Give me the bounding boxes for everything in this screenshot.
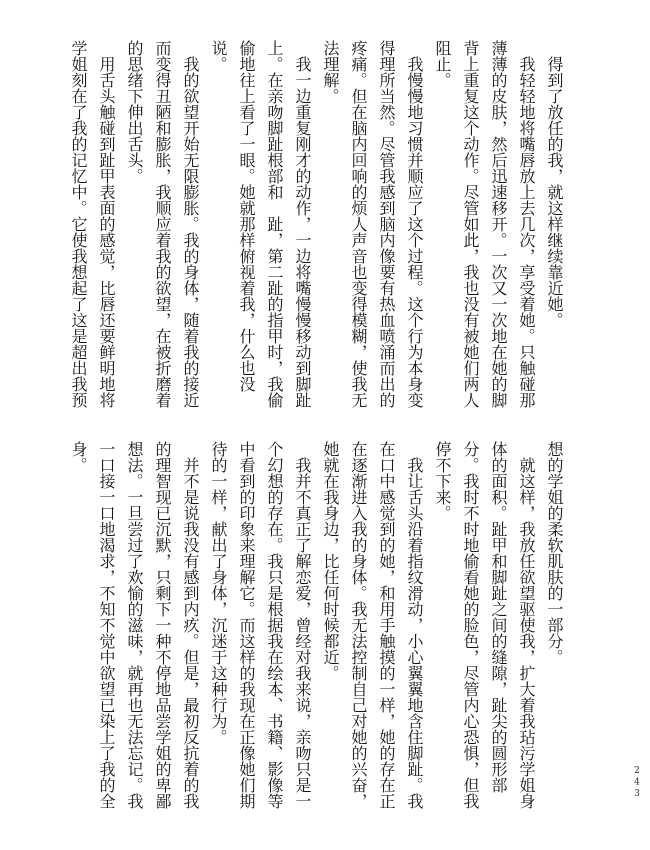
paragraph: 我一边重复刚才的动作，一边将嘴慢慢移动到脚趾上。在亲吻脚趾根部和 趾，第二趾的指甲时，我偷偷地往上看了一眼。她就那样俯视着我，什么也没说。	[209, 40, 312, 408]
text-block-bottom	[64, 441, 568, 813]
text-block-top	[64, 40, 568, 412]
page-number: 243	[632, 766, 642, 801]
paragraph: 用舌头触碰到趾甲表面的感觉，比唇还要鲜明地将学姐刻在了我的记忆中。它使我想起了这是超出我预	[69, 40, 116, 408]
paragraph: 我慢慢地习惯并顺应了这个过程。这个行为本身变得理所当然。尽管我感到脑内像要有热血喷涌而出的疼痛。但在脑内回响的烦人声音也变得模糊，使我无法理解。	[321, 40, 424, 408]
paragraph: 我轻轻地将嘴唇放上去几次，享受着她。只触碰那薄薄的皮肤，然后迅速移开。一次又一次地在她的脚背上重复这个动作。尽管如此，我也没有被她们两人阻止。	[433, 40, 536, 408]
paragraph: 就这样，我放任欲望驱使我，扩大着我玷污学姐身体的面积。趾甲和脚趾之间的缝隙，趾尖的圆形部分。我时不时地偷看她的脸色，尽管内心恐惧，但我停不下来。	[433, 441, 536, 809]
paragraph-continuation: 想的学姐的柔软肌肤的一部分。	[545, 441, 564, 665]
paragraph: 我的欲望开始无限膨胀。我的身体，随着我的接近而变得丑陋和膨胀，我顺应着我的欲望，在被折磨着的思绪下伸出舌头。	[125, 40, 200, 408]
paragraph: 我让舌头沿着指纹滑动，小心翼翼地含住脚趾。我在口中感觉到的她，和用手触摸的一样，她的存在正在逐渐进入我的身体。我无法控制自己对她的兴奋，她就在我身边，比任何时候都近。	[321, 441, 424, 809]
paragraph: 得到了放任的我，就这样继续靠近她。	[545, 56, 564, 328]
paragraph: 并不是说我没有感到内疚。但是，最初反抗着的我的理智现已沉默，只剩下一种不停地品尝学姐的卑鄙想法。一旦尝过了欢愉的滋味，就再也无法忘记。我一口接一口地渴求，不知不觉中欲望已染上了我的全身。	[69, 441, 200, 809]
paragraph: 我并不真正了解恋爱，曾经对我来说，亲吻只是一个幻想的存在。我只是根据我在绘本、书籍、影像等中看到的印象来理解它。而这样的我现在正像她们期待的一样，献出了身体，沉迷于这种行为。	[209, 441, 312, 809]
